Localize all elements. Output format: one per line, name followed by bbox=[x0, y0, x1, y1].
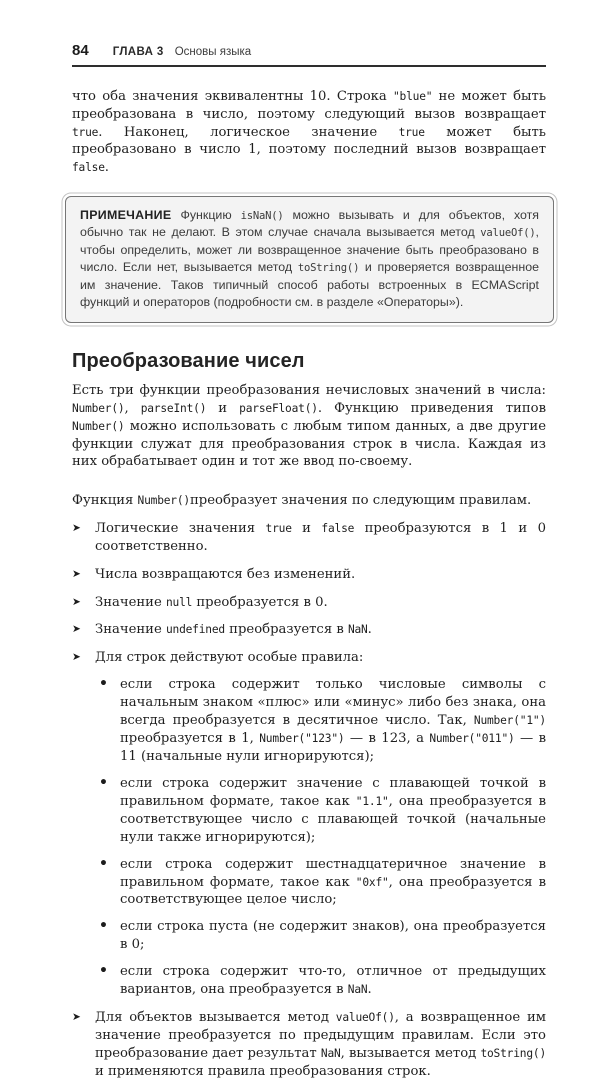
list-item bbox=[72, 676, 546, 766]
dot-bullet-icon: • bbox=[99, 774, 108, 791]
list-item bbox=[72, 856, 546, 910]
list-item bbox=[72, 594, 546, 612]
page-header bbox=[72, 42, 546, 59]
arrow-bullet-icon: ➤ bbox=[72, 595, 81, 608]
list-item-text: Для объектов вызывается метод valueOf(), а возвращенное им значение преобразуется по предыдущим правилам. Если это преобразование дает результат NaN, вызывается метод toString() и применяются правила преобразования строк. bbox=[95, 1010, 546, 1079]
list-item bbox=[72, 649, 546, 667]
note-text bbox=[80, 207, 539, 311]
note-body: Функцию isNaN() можно вызывать и для объектов, хотя обычно так не делают. В этом случае сначала вызывается метод valueOf(), чтобы определить, может ли возвращенное значение быть преобразовано в число. Если нет, вызывается метод toString() и проверяется возвращенное им значение. Таков типичный способ работы встроенных в ECMAScript функций и операторов (подробности см. в разделе «Операторы»). bbox=[80, 208, 540, 309]
conversion-rules-list bbox=[72, 520, 546, 667]
list-item-text: Логические значения true и false преобразуются в 1 и 0 соответственно. bbox=[95, 521, 546, 554]
dot-bullet-icon: • bbox=[99, 855, 108, 872]
note-label: ПРИМЕЧАНИЕ bbox=[80, 208, 172, 223]
chapter-label: ГЛАВА 3 bbox=[112, 46, 164, 58]
dot-bullet-icon: • bbox=[99, 963, 108, 980]
list-item-text: Значение null преобразуется в 0. bbox=[95, 594, 328, 610]
arrow-bullet-icon: ➤ bbox=[72, 1011, 81, 1024]
list-item-text: если строка содержит только числовые символы с начальным знаком «плюс» или «минус» либо без знака, она всегда преобразуется в десятичное число. Так, Number("1") преобразуется в 1, Number("123") — в 123, а Number("011") — в 11 (начальные нули игнорируются); bbox=[120, 676, 547, 764]
list-item-text: Для строк действуют особые правила: bbox=[95, 650, 364, 666]
list-item bbox=[72, 963, 546, 999]
dot-bullet-icon: • bbox=[99, 918, 108, 935]
dot-bullet-icon: • bbox=[99, 675, 108, 692]
section-paragraph-2: Функция Number()преобразует значения по следующим правилам. bbox=[72, 493, 532, 509]
arrow-bullet-icon: ➤ bbox=[72, 623, 81, 636]
list-item-text: Числа возвращаются без изменений. bbox=[95, 566, 356, 582]
list-item bbox=[72, 775, 546, 847]
list-item bbox=[72, 1009, 546, 1080]
string-rules-sublist bbox=[72, 676, 546, 999]
section-paragraph-1: Есть три функции преобразования нечисловых значений в числа: Number(), parseInt() и parseFloat(). Функцию приведения типов Number() можно использовать с любым типом данных, а две другие функции служат для преобразования строк в числа. Каждая из них обрабатывает один и тот же ввод по-своему. bbox=[72, 383, 546, 470]
list-item-text: если строка содержит значение с плавающей точкой в правильном формате, такое как "1.1", она преобразуется в соответствующее число с плавающей точкой (начальные нули также игнорируются); bbox=[120, 775, 546, 845]
header-rule bbox=[72, 65, 546, 67]
page-number: 84 bbox=[72, 42, 89, 59]
chapter-title: Основы языка bbox=[174, 46, 252, 58]
section-heading: Преобразование чисел bbox=[72, 350, 305, 373]
list-item bbox=[72, 621, 546, 639]
list-item-text: Значение undefined преобразуется в NaN. bbox=[95, 622, 372, 638]
list-item-text: если строка содержит что-то, отличное от предыдущих вариантов, она преобразуется в NaN. bbox=[120, 964, 546, 998]
list-item bbox=[72, 918, 546, 954]
list-item bbox=[72, 566, 546, 584]
arrow-bullet-icon: ➤ bbox=[72, 567, 81, 580]
note-box bbox=[65, 196, 554, 323]
intro-paragraph: что оба значения эквивалентны 10. Строка "blue" не может быть преобразована в число, поэтому следующий вызов возвращает true. Наконец, логическое значение true может быть преобразовано в число 1, поэтому последний вызов возвращает false. bbox=[72, 89, 546, 176]
list-item bbox=[72, 520, 546, 556]
list-item-text: если строка пуста (не содержит знаков), она преобразуется в 0; bbox=[120, 919, 546, 953]
arrow-bullet-icon: ➤ bbox=[72, 651, 81, 664]
list-item-text: если строка содержит шестнадцатеричное значение в правильном формате, такое как "0xf", она преобразуется в соответствующее целое число; bbox=[120, 856, 546, 908]
arrow-bullet-icon: ➤ bbox=[72, 522, 81, 535]
objects-rule-list bbox=[72, 1009, 546, 1080]
